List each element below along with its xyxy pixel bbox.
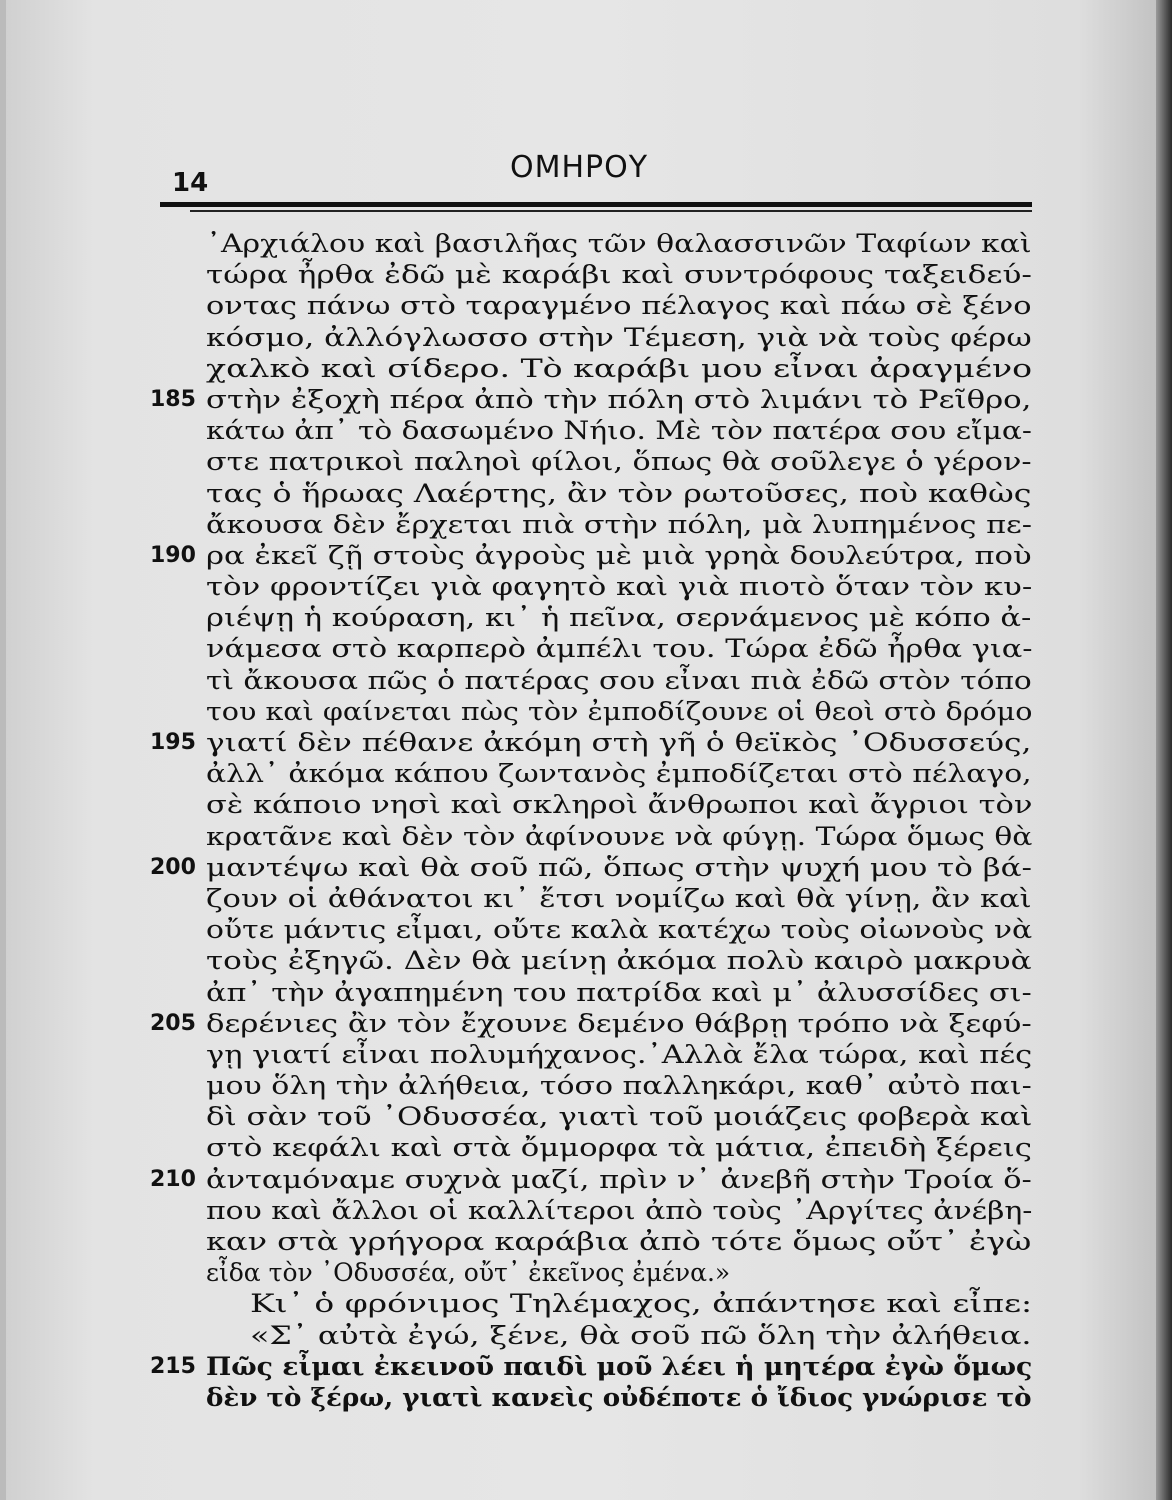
line-text: Κι᾿ ὁ φρόνιμος Τηλέμαχος, ἀπάντησε καὶ εἶπε: <box>250 1289 1033 1319</box>
text-line <box>150 1132 1040 1163</box>
text-line <box>150 290 1040 321</box>
line-text: στὴν ἐξοχὴ πέρα ἀπὸ τὴν πόλη στὸ λιμάνι τὸ Ρεῖθρο, <box>206 384 1032 414</box>
line-number: 185 <box>150 386 196 412</box>
text-line <box>150 758 1040 789</box>
line-text: κάτω ἀπ᾿ τὸ δασωμένο Νήιο. Μὲ τὸν πατέρα σου εἴμα- <box>206 416 1032 446</box>
line-text: οὔτε μάντις εἶμαι, οὔτε καλὰ κατέχω τοὺς οἰωνοὺς νὰ <box>206 915 1033 945</box>
line-text: ἀπ᾿ τὴν ἀγαπημένη του πατρίδα καὶ μ᾿ ἀλυσσίδες σι- <box>206 977 1032 1007</box>
running-title: ΟΜΗΡΟΥ <box>510 150 649 185</box>
line-text: κόσμο, ἀλλόγλωσσο στὴν Τέμεση, γιὰ νὰ τοὺς φέρω <box>206 322 1032 352</box>
page-right-edge-shadow <box>1156 0 1172 1500</box>
line-number: 190 <box>150 542 196 568</box>
line-text: σὲ κάποιο νησὶ καὶ σκληροὶ ἄνθρωποι καὶ ἄγριοι τὸν <box>206 790 1033 820</box>
line-number: 205 <box>150 1010 196 1036</box>
text-line <box>150 1195 1040 1226</box>
text-line <box>150 446 1040 477</box>
line-text: ἄκουσα δὲν ἔρχεται πιὰ στὴν πόλη, μὰ λυπημένος πε- <box>206 509 1032 539</box>
text-line <box>150 977 1040 1008</box>
text-line <box>150 228 1040 259</box>
text-line <box>150 1164 1040 1195</box>
line-text: μου ὅλη τὴν ἀλήθεια, τόσο παλληκάρι, καθ᾿ αὐτὸ παι- <box>206 1071 1032 1101</box>
text-line <box>150 540 1040 571</box>
line-text: στε πατρικοὶ παληοὶ φίλοι, ὅπως θὰ σοῦλεγε ὁ γέρον- <box>206 447 1032 477</box>
line-text: χαλκὸ καὶ σίδερο. Τὸ καράβι μου εἶναι ἀραγμένο <box>206 353 1033 383</box>
text-line <box>150 1070 1040 1101</box>
verse-text-block <box>150 228 1040 1413</box>
line-text: τας ὁ ἥρωας Λαέρτης, ἂν τὸν ρωτοῦσες, ποὺ καθὼς <box>206 478 1032 508</box>
line-text: τὶ ἄκουσα πῶς ὁ πατέρας σου εἶναι πιὰ ἐδῶ στὸν τόπο <box>206 665 1032 695</box>
text-line <box>150 322 1040 353</box>
text-line <box>150 633 1040 664</box>
line-text: δερένιες ἂν τὸν ἔχουνε δεμένο θάβρῃ τρόπο νὰ ξεφύ- <box>206 1008 1032 1038</box>
line-text: του καὶ φαίνεται πὼς τὸν ἐμποδίζουνε οἱ θεοὶ στὸ δρόμο <box>206 696 1033 726</box>
text-line <box>150 1039 1040 1070</box>
line-text: που καὶ ἄλλοι οἱ καλλίτεροι ἀπὸ τοὺς ᾿Αργίτες ἀνέβη- <box>206 1195 1033 1225</box>
line-number: 195 <box>150 730 196 755</box>
header-rule-thin <box>190 210 1032 212</box>
text-line <box>150 1351 1040 1382</box>
line-number: 200 <box>150 854 196 880</box>
text-line <box>150 1288 1040 1319</box>
text-line <box>150 883 1040 914</box>
line-text: ρα ἐκεῖ ζῇ στοὺς ἀγροὺς μὲ μιὰ γρηὰ δουλεύτρα, ποὺ <box>206 540 1032 570</box>
text-line <box>150 478 1040 509</box>
line-number: 210 <box>150 1166 196 1192</box>
line-text: γῃ γιατί εἶναι πολυμήχανος.᾿Αλλὰ ἔλα τώρα, καὶ πές <box>206 1039 1033 1069</box>
line-text: ριέψῃ ἡ κούραση, κι᾿ ἡ πεῖνα, σερνάμενος μὲ κόπο ἀ- <box>206 603 1032 633</box>
line-text: Πῶς εἶμαι ἐκεινοῦ παιδὶ μοῦ λέει ἡ μητέρα ἐγὼ ὅμως <box>206 1351 1033 1381</box>
text-line <box>150 945 1040 976</box>
text-line <box>150 1257 1040 1288</box>
text-line <box>150 353 1040 384</box>
line-text: «Σ᾿ αὐτὰ ἐγώ, ξένε, θὰ σοῦ πῶ ὅλη τὴν ἀλήθεια. <box>250 1320 1032 1350</box>
text-line <box>150 602 1040 633</box>
text-line <box>150 384 1040 415</box>
line-text: καν στὰ γρήγορα καράβια ἀπὸ τότε ὅμως οὔτ᾿ ἐγὼ <box>206 1227 1032 1256</box>
line-text: ἀνταμόναμε συχνὰ μαζί, πρὶν ν᾿ ἀνεβῆ στὴν Τροία ὅ- <box>206 1164 1032 1194</box>
text-line <box>150 1320 1040 1351</box>
line-text: μαντέψω καὶ θὰ σοῦ πῶ, ὅπως στὴν ψυχή μου τὸ βά- <box>206 852 1032 882</box>
text-line <box>150 509 1040 540</box>
line-text: ἀλλ᾿ ἀκόμα κάπου ζωντανὸς ἐμποδίζεται στὸ πέλαγο, <box>206 759 1032 789</box>
page-number: 14 <box>172 168 209 198</box>
line-text: στὸ κεφάλι καὶ στὰ ὄμμορφα τὰ μάτια, ἐπειδὴ ξέρεις <box>206 1133 1032 1163</box>
text-line <box>150 852 1040 883</box>
text-line <box>150 571 1040 602</box>
text-line <box>150 259 1040 290</box>
line-number: 215 <box>150 1353 196 1379</box>
text-line <box>150 1008 1040 1039</box>
text-line <box>150 727 1040 758</box>
text-line <box>150 914 1040 945</box>
text-line <box>150 415 1040 446</box>
text-line <box>150 696 1040 727</box>
line-text: τοὺς ἐξηγῶ. Δὲν θὰ μείνῃ ἀκόμα πολὺ καιρὸ μακρυὰ <box>206 946 1032 976</box>
line-text: ζουν οἱ ἀθάνατοι κι᾿ ἔτσι νομίζω καὶ θὰ γίνῃ, ἂν καὶ <box>206 883 1032 913</box>
line-text: τὸν φροντίζει γιὰ φαγητὸ καὶ γιὰ πιοτὸ ὅταν τὸν κυ- <box>206 572 1033 602</box>
text-line <box>150 821 1040 852</box>
page-header <box>160 150 1032 210</box>
line-text: τώρα ἦρθα ἐδῶ μὲ καράβι καὶ συντρόφους ταξειδεύ- <box>206 260 1032 290</box>
line-text: κρατᾶνε καὶ δὲν τὸν ἀφίνουνε νὰ φύγῃ. Τώρα ὅμως θὰ <box>206 821 1033 851</box>
text-line <box>150 665 1040 696</box>
line-text: ᾿Αρχιάλου καὶ βασιλῆας τῶν θαλασσινῶν Ταφίων καὶ <box>206 229 1032 258</box>
line-text: γιατί δὲν πέθανε ἀκόμη στὴ γῆ ὁ θεϊκὸς ᾿Οδυσσεύς, <box>206 728 1032 757</box>
header-rule-thick <box>160 202 1032 207</box>
line-text: δὲν τὸ ξέρω, γιατὶ κανεὶς οὐδέποτε ὁ ἴδιος γνώρισε τὸ <box>206 1382 1032 1412</box>
page-left-edge <box>0 0 6 1500</box>
line-text: εἶδα τὸν ᾿Οδυσσέα, οὔτ᾿ ἐκεῖνος ἐμένα.» <box>206 1258 731 1288</box>
text-line <box>150 1382 1040 1413</box>
line-text: οντας πάνω στὸ ταραγμένο πέλαγος καὶ πάω σὲ ξένο <box>206 291 1032 321</box>
text-line <box>150 1226 1040 1257</box>
line-text: νάμεσα στὸ καρπερὸ ἀμπέλι του. Τώρα ἐδῶ ἦρθα για- <box>206 634 1033 664</box>
line-text: δὶ σὰν τοῦ ᾿Οδυσσέα, γιατὶ τοῦ μοιάζεις φοβερὰ καὶ <box>206 1102 1033 1132</box>
text-line <box>150 789 1040 820</box>
text-line <box>150 1101 1040 1132</box>
